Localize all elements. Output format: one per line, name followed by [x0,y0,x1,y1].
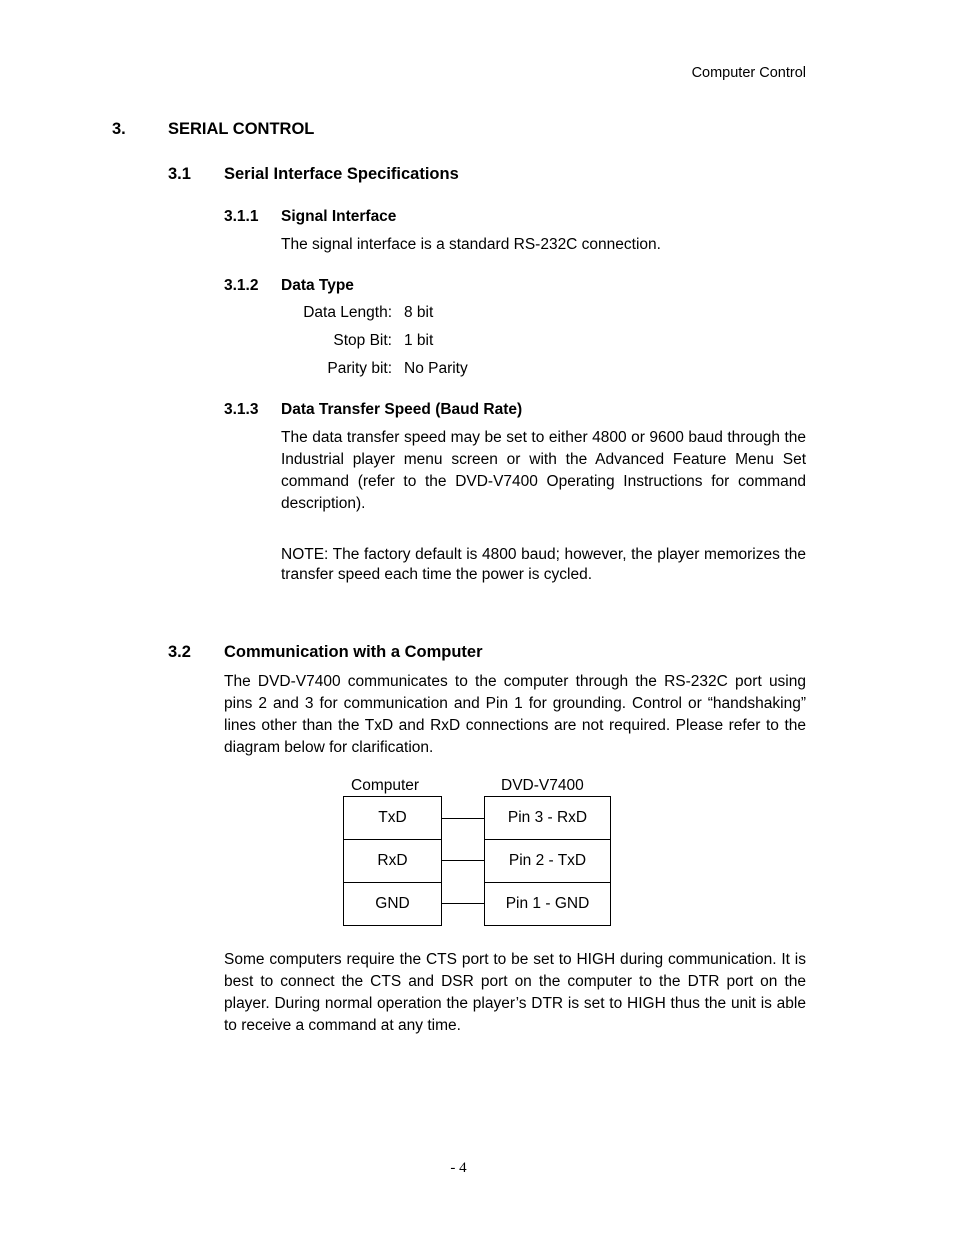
subsubsection-number: 3.1.2 [224,277,259,294]
wire-line [442,903,484,904]
computer-pin-box: RxD [343,839,442,883]
wire-line [442,818,484,819]
data-type-value: 8 bit [404,304,434,321]
section-number: 3. [112,120,126,138]
player-pin-box: Pin 1 - GND [484,882,611,926]
subsubsection-number: 3.1.3 [224,401,259,418]
subsection-title: Serial Interface Specifications [224,165,459,183]
data-type-value: No Parity [404,360,468,377]
data-type-label: Parity bit: [327,360,392,377]
data-type-label: Stop Bit: [333,332,392,349]
subsection-number: 3.2 [168,643,191,661]
subsubsection-title: Signal Interface [281,208,397,225]
subsection-number: 3.1 [168,165,191,183]
data-type-value: 1 bit [404,332,434,349]
subsubsection-number: 3.1.1 [224,208,259,225]
diagram-left-title: Computer [351,777,420,794]
wire-line [442,860,484,861]
diagram-right-title: DVD-V7400 [501,777,584,794]
page-number: - 4 [450,1160,467,1176]
data-type-label: Data Length: [303,304,392,321]
baud-rate-paragraph: The data transfer speed may be set to either 4800 or 9600 baud through the Industrial player menu screen or with the Advanced Feature Menu Set command (refer to the DVD-V7400 Operating Instructions for command description). [281,429,806,512]
communication-paragraph: The DVD-V7400 communicates to the computer through the RS-232C port using pins 2 and 3 for communication and Pin 1 for grounding. Control or “handshaking” lines other than the TxD and RxD connections are not required. Please refer to the diagram below for clarification. [224,673,806,756]
baud-rate-note: NOTE: The factory default is 4800 baud; however, the player memorizes the transfer speed each time the power is cycled. [281,546,806,583]
signal-interface-text: The signal interface is a standard RS-232C connection. [281,236,661,253]
subsection-title: Communication with a Computer [224,643,483,661]
cts-paragraph: Some computers require the CTS port to be set to HIGH during communication. It is best to connect the CTS and DSR port on the computer to the DTR port on the player. During normal operation the player’s DTR is set to HIGH thus the unit is able to receive a command at any time. [224,951,806,1034]
section-title: SERIAL CONTROL [168,120,315,138]
computer-pin-box: GND [343,882,442,926]
player-pin-box: Pin 2 - TxD [484,839,611,883]
computer-pin-box: TxD [343,796,442,840]
player-pin-box: Pin 3 - RxD [484,796,611,840]
subsubsection-title: Data Type [281,277,354,294]
running-header: Computer Control [691,65,806,81]
subsubsection-title: Data Transfer Speed (Baud Rate) [281,401,523,418]
